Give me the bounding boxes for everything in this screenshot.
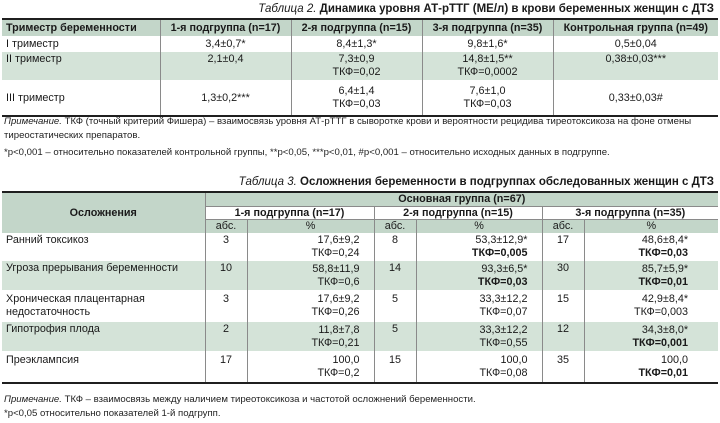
cell-pct bbox=[584, 351, 718, 383]
cell-value: 48,6±8,4* bbox=[641, 234, 689, 246]
cell-value: 6,4±1,4 bbox=[338, 84, 375, 97]
table3-note bbox=[4, 393, 716, 421]
cell-abs: 35 bbox=[542, 351, 584, 383]
cell-pct bbox=[416, 322, 542, 351]
table3-header-abs: абс. bbox=[542, 219, 584, 233]
cell-value: 33,3±12,2 bbox=[479, 293, 528, 305]
cell-value: 11,8±7,8 bbox=[318, 323, 360, 336]
cell-tkf: ТКФ=0,55 bbox=[479, 336, 528, 349]
table2-caption bbox=[258, 1, 714, 17]
cell-abs: 14 bbox=[374, 261, 416, 290]
cell-pct bbox=[247, 233, 374, 261]
cell: 0,5±0,04 bbox=[553, 36, 718, 52]
cell-tkf: ТКФ=0,005 bbox=[471, 247, 528, 259]
table3-header-abs: абс. bbox=[205, 219, 247, 233]
row-label-line2: недостаточность bbox=[6, 306, 91, 318]
table2-note bbox=[4, 115, 716, 160]
row-label: III триместр bbox=[6, 91, 65, 104]
cell-abs: 15 bbox=[542, 290, 584, 322]
cell bbox=[291, 80, 422, 116]
cell-value: 42,9±8,4* bbox=[641, 293, 689, 305]
table-row bbox=[2, 80, 718, 116]
table-row bbox=[2, 322, 718, 351]
cell-tkf: ТКФ=0,03 bbox=[638, 247, 689, 259]
cell-value: 100,0 bbox=[500, 353, 528, 366]
table2-header-sub2: 2-я подгруппа (n=15) bbox=[291, 19, 422, 36]
table2-header-trimester: Триместр беременности bbox=[6, 22, 137, 34]
cell: 2,1±0,4 bbox=[160, 52, 291, 80]
cell-pct bbox=[247, 261, 374, 290]
cell-pct bbox=[247, 351, 374, 383]
cell-tkf: ТКФ=0,26 bbox=[311, 306, 360, 318]
cell-pct bbox=[584, 233, 718, 261]
cell-pct bbox=[416, 233, 542, 261]
cell bbox=[422, 80, 553, 116]
row-label-line1: Хроническая плацентарная bbox=[6, 293, 145, 305]
table2-header-sub3: 3-я подгруппа (n=35) bbox=[422, 19, 553, 36]
cell-abs: 10 bbox=[205, 261, 247, 290]
table3-header-pct: % bbox=[584, 219, 718, 233]
table-row bbox=[2, 290, 718, 322]
cell-value: 17,6±9,2 bbox=[317, 293, 360, 305]
table3-header-pct: % bbox=[247, 219, 374, 233]
table3-header-complications: Осложнения bbox=[69, 207, 137, 219]
table3-header-pct: % bbox=[416, 219, 542, 233]
cell-tkf: ТКФ=0,0002 bbox=[457, 66, 518, 78]
cell-tkf: ТКФ=0,01 bbox=[638, 275, 689, 288]
cell-abs: 5 bbox=[374, 322, 416, 351]
cell-value: 33,3±12,2 bbox=[479, 323, 528, 336]
table3-note-line1 bbox=[4, 393, 716, 407]
row-label: I триместр bbox=[6, 38, 59, 50]
cell-tkf: ТКФ=0,003 bbox=[633, 306, 689, 318]
cell-abs: 30 bbox=[542, 261, 584, 290]
cell-value: 85,7±5,9* bbox=[641, 262, 689, 275]
table-row bbox=[2, 36, 718, 52]
table2-note-label: Примечание. bbox=[4, 116, 62, 127]
cell-value: 7,6±1,0 bbox=[469, 84, 506, 97]
table-row bbox=[2, 351, 718, 383]
cell-pct bbox=[584, 261, 718, 290]
table2-header-sub1: 1-я подгруппа (n=17) bbox=[160, 19, 291, 36]
cell-tkf: ТКФ=0,02 bbox=[332, 66, 381, 78]
cell: 3,4±0,7* bbox=[160, 36, 291, 52]
cell-tkf: ТКФ=0,03 bbox=[463, 97, 512, 110]
cell-value: 14,8±1,5** bbox=[462, 53, 513, 65]
table3-caption-title: Осложнения беременности в подгруппах обследованных женщин с ДТЗ bbox=[300, 176, 714, 188]
row-label: Ранний токсикоз bbox=[6, 234, 89, 246]
cell-abs: 3 bbox=[205, 290, 247, 322]
cell-value: 58,8±11,9 bbox=[312, 262, 360, 275]
table3-header-sub3: 3-я подгруппа (n=35) bbox=[542, 206, 718, 219]
table3 bbox=[2, 191, 718, 384]
cell-tkf: ТКФ=0,03 bbox=[477, 275, 528, 288]
cell: 8,4±1,3* bbox=[291, 36, 422, 52]
table2-note-line1 bbox=[4, 115, 716, 143]
row-label: Угроза прерывания беременности bbox=[6, 262, 179, 274]
cell: 9,8±1,6* bbox=[422, 36, 553, 52]
cell-abs: 3 bbox=[205, 233, 247, 261]
cell-value: 17,6±9,2 bbox=[317, 234, 360, 246]
table3-header-main-group: Основная группа (n=67) bbox=[205, 192, 718, 206]
table2-caption-title: Динамика уровня АТ-рТТГ (МЕ/л) в крови беременных женщин с ДТЗ bbox=[319, 3, 714, 15]
table3-caption bbox=[239, 174, 714, 190]
cell-abs: 5 bbox=[374, 290, 416, 322]
cell-value: 53,3±12,9* bbox=[475, 234, 528, 246]
cell-tkf: ТКФ=0,03 bbox=[332, 97, 381, 110]
cell-pct bbox=[416, 351, 542, 383]
cell-tkf: ТКФ=0,6 bbox=[317, 275, 360, 288]
cell-value: 34,3±8,0* bbox=[641, 323, 689, 336]
cell-tkf: ТКФ=0,07 bbox=[479, 306, 528, 318]
cell bbox=[422, 52, 553, 80]
row-label: Преэклампсия bbox=[6, 354, 79, 366]
cell-pct bbox=[584, 290, 718, 322]
table3-header-row1 bbox=[2, 192, 718, 206]
cell-pct bbox=[247, 290, 374, 322]
cell-pct bbox=[247, 322, 374, 351]
table2-caption-label: Таблица 2. bbox=[258, 3, 317, 15]
cell-value: 100,0 bbox=[332, 353, 360, 366]
cell-pct bbox=[416, 261, 542, 290]
cell-value: 100,0 bbox=[661, 353, 689, 366]
row-label bbox=[2, 290, 205, 322]
table2-note-text: ТКФ (точный критерий Фишера) – взаимосвязь уровня АТ-рТТГ в сыворотке крови и вероятности рецидива тиреотоксикоза на фоне отмены тиреостатических препаратов. bbox=[4, 116, 692, 141]
cell-tkf: ТКФ=0,01 bbox=[638, 366, 689, 379]
table3-note-label: Примечание. bbox=[4, 394, 62, 405]
table2-header-control: Контрольная группа (n=49) bbox=[553, 19, 718, 36]
table3-note-line2: *p<0,05 относительно показателей 1-й подгрупп. bbox=[4, 408, 221, 419]
cell: 0,33±0,03# bbox=[553, 80, 718, 116]
cell-value: 93,3±6,5* bbox=[481, 262, 528, 275]
table3-caption-label: Таблица 3. bbox=[238, 176, 297, 188]
cell-pct bbox=[584, 322, 718, 351]
table3-note-text: ТКФ – взаимосвязь между наличием тиреотоксикоза и частотой осложнений беременности. bbox=[64, 394, 476, 405]
cell-pct bbox=[416, 290, 542, 322]
table-row bbox=[2, 52, 718, 80]
cell bbox=[291, 52, 422, 80]
cell-value: 7,3±0,9 bbox=[338, 53, 375, 65]
table2-header-row bbox=[2, 19, 718, 36]
cell-tkf: ТКФ=0,21 bbox=[311, 336, 360, 349]
table3-header-sub1: 1-я подгруппа (n=17) bbox=[205, 206, 374, 219]
cell-abs: 2 bbox=[205, 322, 247, 351]
table-row bbox=[2, 261, 718, 290]
cell-abs: 8 bbox=[374, 233, 416, 261]
cell: 0,38±0,03*** bbox=[553, 52, 718, 80]
cell-tkf: ТКФ=0,08 bbox=[479, 366, 528, 379]
table3-header-abs: абс. bbox=[374, 219, 416, 233]
cell-abs: 17 bbox=[542, 233, 584, 261]
cell: 1,3±0,2*** bbox=[160, 80, 291, 116]
cell-abs: 17 bbox=[205, 351, 247, 383]
row-label: Гипотрофия плода bbox=[6, 323, 100, 335]
row-label: II триместр bbox=[6, 53, 62, 65]
cell-abs: 15 bbox=[374, 351, 416, 383]
cell-tkf: ТКФ=0,2 bbox=[317, 366, 360, 379]
cell-abs: 12 bbox=[542, 322, 584, 351]
cell-tkf: ТКФ=0,24 bbox=[311, 247, 360, 259]
table-row bbox=[2, 233, 718, 261]
table2 bbox=[2, 18, 718, 117]
table3-header-sub2: 2-я подгруппа (n=15) bbox=[374, 206, 542, 219]
cell-tkf: ТКФ=0,001 bbox=[632, 336, 689, 349]
table2-note-line2: *p<0,001 – относительно показателей контрольной группы, **p<0,05, ***p<0,01, #p<0,001 – относительно исходных данных в подгруппе. bbox=[4, 147, 610, 158]
